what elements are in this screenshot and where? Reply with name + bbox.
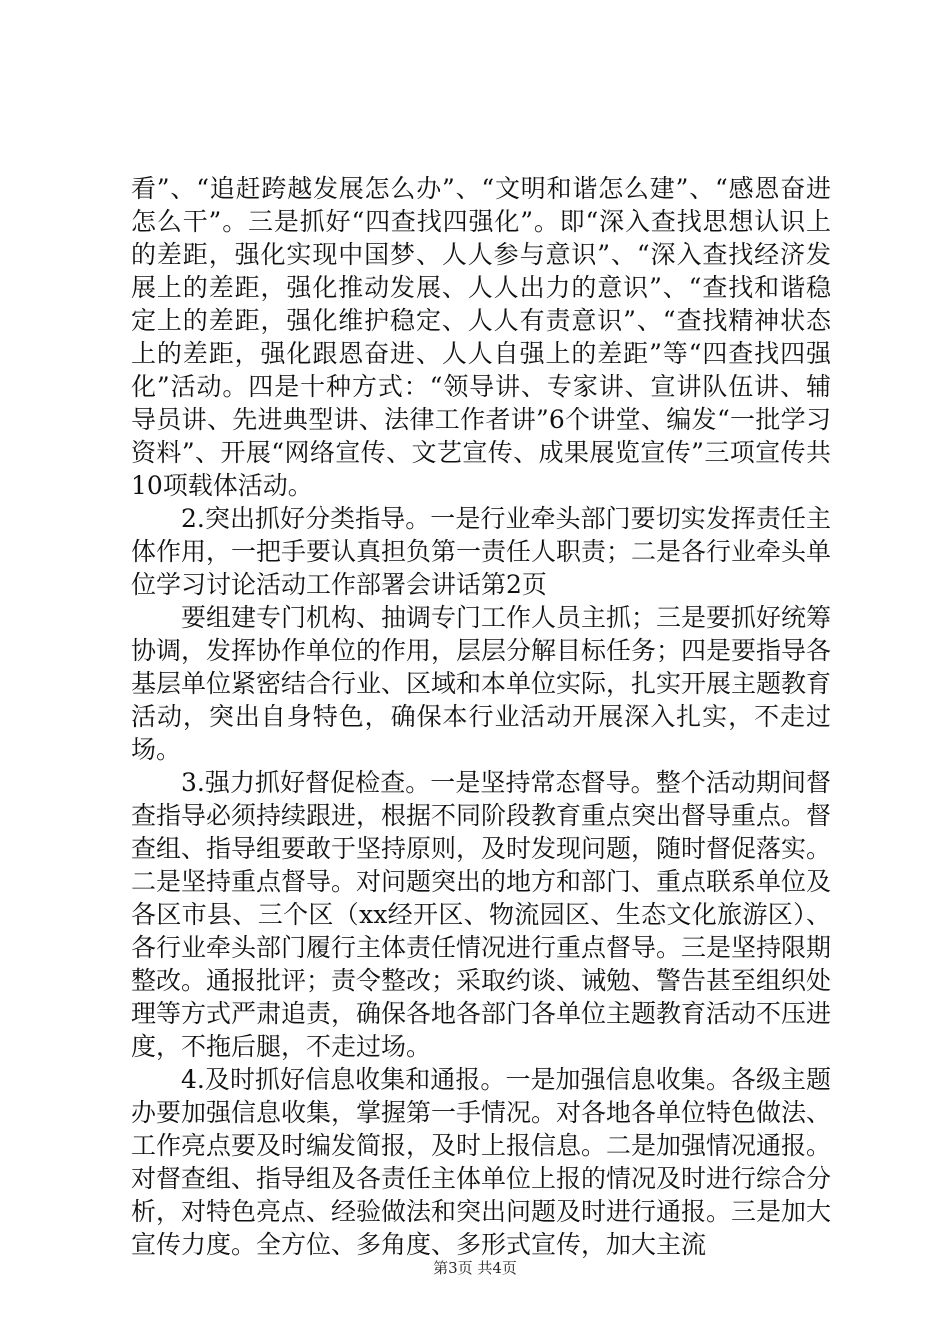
paragraph-4: 3.强力抓好督促检查。一是坚持常态督导。整个活动期间督查指导必须持续跟进，根据不同阶段教育重点突出督导重点。督查组、指导组要敢于坚持原则，及时发现问题，随时督促落实。二是坚持重点督导。对问题突出的地方和部门、重点联系单位及各区市县、三个区（xx经开区、物流园区、生态文化旅游区）、各行业牵头部门履行主体责任情况进行重点督导。三是坚持限期整改。通报批评；责令整改；采取约谈、诫勉、警告甚至组织处理等方式严肃追责，确保各地各部门各单位主题教育活动不压进度，不拖后腿，不走过场。 <box>131 768 832 1061</box>
paragraph-2: 2.突出抓好分类指导。一是行业牵头部门要切实发挥责任主体作用，一把手要认真担负第一责任人职责；二是各行业牵头单位学习讨论活动工作部署会讲话第2页 <box>131 504 832 599</box>
document-body <box>131 172 831 1261</box>
paragraph-5: 4.及时抓好信息收集和通报。一是加强信息收集。各级主题办要加强信息收集，掌握第一手情况。对各地各单位特色做法、工作亮点要及时编发简报，及时上报信息。二是加强情况通报。对督查组、指导组及各责任主体单位上报的情况及时进行综合分析，对特色亮点、经验做法和突出问题及时进行通报。三是加大宣传力度。全方位、多角度、多形式宣传，加大主流 <box>131 1065 832 1259</box>
paragraph-1: 看”、“追赶跨越发展怎么办”、“文明和谐怎么建”、“感恩奋进怎么干”。三是抓好“四查找四强化”。即“深入查找思想认识上的差距，强化实现中国梦、人人参与意识”、“深入查找经济发展上的差距，强化推动发展、人人出力的意识”、“查找和谐稳定上的差距，强化维护稳定、人人有责意识”、“查找精神状态上的差距，强化跟恩奋进、人人自强上的差距”等“四查找四强化”活动。四是十种方式：“领导讲、专家讲、宣讲队伍讲、辅导员讲、先进典型讲、法律工作者讲”6个讲堂、编发“一批学习资料”、开展“网络宣传、文艺宣传、成果展览宣传”三项宣传共10项载体活动。 <box>131 174 831 500</box>
paragraph-3: 要组建专门机构、抽调专门工作人员主抓；三是要抓好统筹协调，发挥协作单位的作用，层层分解目标任务；四是要指导各基层单位紧密结合行业、区域和本单位实际，扎实开展主题教育活动，突出自身特色，确保本行业活动开展深入扎实，不走过场。 <box>131 603 832 764</box>
page-footer: 第3页 共4页 <box>433 1259 517 1277</box>
